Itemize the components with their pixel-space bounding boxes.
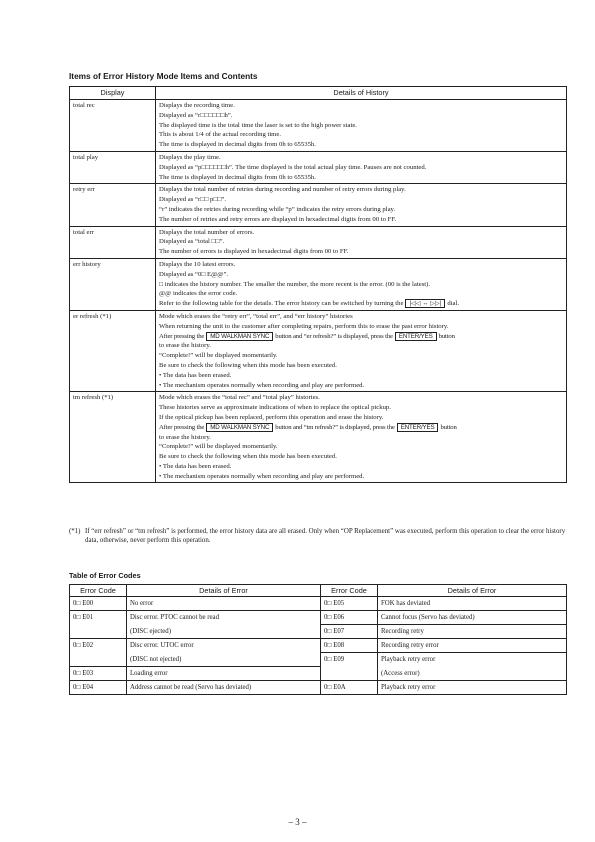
column-header-details: Details of Error xyxy=(378,585,567,597)
detail-cell: No error xyxy=(127,597,321,611)
table-row xyxy=(70,151,567,183)
details-cell xyxy=(156,151,567,183)
md-walkman-sync-key: MD WALKMAN SYNC xyxy=(206,423,273,432)
detail-cell xyxy=(378,653,567,681)
detail-line: This is about 1/4 of the actual recording time. xyxy=(159,131,282,139)
code-cell: 0□ E04 xyxy=(70,681,127,695)
detail-line xyxy=(159,299,563,309)
details-cell xyxy=(156,392,567,483)
detail-text: button and “tm refresh?” is displayed, press the xyxy=(275,423,395,431)
column-header-code: Error Code xyxy=(321,585,378,597)
detail-line: Disc error. UTOC error xyxy=(130,642,194,649)
detail-text: After pressing the xyxy=(159,423,205,431)
detail-cell: Cannot focus (Servo has deviated) xyxy=(378,611,567,625)
table-row xyxy=(70,258,567,310)
detail-line: • The mechanism operates normally when recording and play are performed. xyxy=(159,381,365,389)
code-cell: 0□ E01 xyxy=(70,611,127,639)
detail-cell: FOK has deviated xyxy=(378,597,567,611)
detail-line: to erase the history. xyxy=(159,342,211,350)
detail-line: (DISC ejected) xyxy=(130,628,171,635)
detail-line: The number of errors is displayed in hexadecimal digits from 00 to FF. xyxy=(159,248,349,256)
enter-yes-key: ENTER/YES xyxy=(397,423,439,432)
display-cell: er refresh (*1) xyxy=(70,310,156,391)
detail-line: Mode which erases the “total rec” and “total play” histories. xyxy=(159,394,320,402)
detail-text: dial. xyxy=(447,300,460,308)
code-cell: 0□ E02 xyxy=(70,639,127,667)
column-header-display: Display xyxy=(70,87,156,100)
detail-line: The time is displayed in decimal digits from 0h to 65535h. xyxy=(159,141,316,149)
detail-line: Mode which erases the “retry err”, “total err”, and “err history” histories xyxy=(159,312,353,320)
code-cell: 0□ E09 xyxy=(321,653,378,681)
details-cell xyxy=(156,258,567,310)
code-cell: 0□ E05 xyxy=(321,597,378,611)
display-cell: total rec xyxy=(70,100,156,152)
md-walkman-sync-key: MD WALKMAN SYNC xyxy=(206,332,273,341)
table-row xyxy=(70,611,567,625)
table-row xyxy=(70,681,567,695)
display-cell: total play xyxy=(70,151,156,183)
detail-line: • The data has been erased. xyxy=(159,371,232,379)
detail-cell xyxy=(127,611,321,639)
error-history-table xyxy=(69,86,567,483)
code-cell: 0□ E0A xyxy=(321,681,378,695)
detail-line: Displays the recording time. xyxy=(159,102,235,109)
detail-text: button xyxy=(438,332,455,340)
details-cell xyxy=(156,184,567,226)
display-cell: total err xyxy=(70,226,156,258)
detail-line: • The data has been erased. xyxy=(159,462,232,470)
code-cell: 0□ E00 xyxy=(70,597,127,611)
column-header-code: Error Code xyxy=(70,585,127,597)
detail-line: “Complete!” will be displayed momentarily. xyxy=(159,443,278,451)
details-cell xyxy=(156,310,567,391)
detail-line: Displays the total number of retries during recording and number of retry errors during play. xyxy=(159,186,406,194)
detail-text: Refer to the following table for the details. The error history can be switched by turning the xyxy=(159,300,404,308)
column-header-details: Details of Error xyxy=(127,585,321,597)
table-row xyxy=(70,392,567,483)
detail-text: button and “er refresh?” is displayed, press the xyxy=(275,332,393,340)
page-number: – 3 – xyxy=(288,817,307,827)
detail-line: The displayed time is the total time the laser is set to the high power state. xyxy=(159,121,357,129)
detail-cell: Recording retry error xyxy=(378,639,567,653)
table-header-row xyxy=(70,87,567,100)
display-cell: tm refresh (*1) xyxy=(70,392,156,483)
detail-line: to erase the history. xyxy=(159,433,211,441)
detail-line: If the optical pickup has been replaced, perform this operation and erase the history. xyxy=(159,413,384,421)
display-cell: retry err xyxy=(70,184,156,226)
detail-cell xyxy=(127,639,321,667)
detail-cell: Address cannot be read (Servo has deviated) xyxy=(127,681,321,695)
footnote xyxy=(69,527,569,546)
detail-line xyxy=(159,332,563,342)
detail-line: (DISC not ejected) xyxy=(130,656,182,663)
detail-line: Displays the total number of errors. xyxy=(159,228,255,236)
detail-line: • The mechanism operates normally when recording and play are performed. xyxy=(159,472,365,480)
enter-yes-key: ENTER/YES xyxy=(395,332,437,341)
table-row xyxy=(70,184,567,226)
error-codes-table xyxy=(69,584,567,695)
detail-line: These histories serve as approximate indications of when to replace the optical pickup. xyxy=(159,404,391,412)
detail-line: Displayed as “p□□□□□□h”. The time displayed is the total actual play time. Pauses are not counted. xyxy=(159,163,427,171)
detail-line: Displayed as “total □□”. xyxy=(159,238,225,246)
detail-line: (Access error) xyxy=(381,670,420,677)
display-cell: err history xyxy=(70,258,156,310)
detail-line: When returning the unit to the customer after completing repairs, perform this to erase the past error history. xyxy=(159,322,449,330)
code-cell: 0□ E08 xyxy=(321,639,378,653)
footnote-text: If “err refresh” or “tm refresh” is performed, the error history data are all erased. Only when “OP Replacement” was executed, perform this operation to clear the error history data, otherwise, never perform this operation. xyxy=(85,528,566,545)
detail-line: □ indicates the history number. The smaller the number, the more recent is the error. (00 is the latest). xyxy=(159,280,431,288)
detail-line: Playback retry error xyxy=(381,656,436,663)
code-cell: 0□ E06 xyxy=(321,611,378,625)
detail-line: The time is displayed in decimal digits from 0h to 65535h. xyxy=(159,173,316,181)
details-cell xyxy=(156,100,567,152)
detail-line: “r” indicates the retries during recording while “p” indicates the retry errors during play. xyxy=(159,205,396,213)
table-row xyxy=(70,597,567,611)
detail-line: Displays the 10 latest errors. xyxy=(159,260,236,268)
detail-line: Be sure to check the following when this mode has been executed. xyxy=(159,453,337,461)
detail-line: @@ indicates the error code. xyxy=(159,290,238,298)
detail-cell: Recording retry xyxy=(378,625,567,639)
footnote-mark: (*1) xyxy=(69,528,81,535)
code-cell: 0□ E07 xyxy=(321,625,378,639)
detail-line: Be sure to check the following when this mode has been executed. xyxy=(159,361,337,369)
history-section-title: Items of Error History Mode Items and Contents xyxy=(69,71,258,81)
table-row xyxy=(70,226,567,258)
codes-section-title: Table of Error Codes xyxy=(69,571,141,580)
detail-cell: Loading error xyxy=(127,667,321,681)
detail-line: The number of retries and retry errors are displayed in hexadecimal digits from 00 to FF. xyxy=(159,215,397,223)
detail-line: Displayed as “r□□ p□□”. xyxy=(159,196,227,204)
table-row xyxy=(70,639,567,653)
table-header-row xyxy=(70,585,567,597)
detail-line: “Complete!” will be displayed momentarily. xyxy=(159,352,278,360)
jog-dial-key: |◁◁ ↔ ▷▷| xyxy=(405,299,445,308)
detail-line: Displays the play time. xyxy=(159,153,221,161)
column-header-details: Details of History xyxy=(156,87,567,100)
detail-cell: Playback retry error xyxy=(378,681,567,695)
detail-line: Displayed as “0□ E@@”. xyxy=(159,270,229,278)
detail-line xyxy=(159,423,563,433)
detail-line: Disc error. PTOC cannot be read xyxy=(130,614,219,621)
code-cell: 0□ E03 xyxy=(70,667,127,681)
detail-line: Displayed as “r□□□□□□h”. xyxy=(159,111,233,119)
detail-text: After pressing the xyxy=(159,332,205,340)
table-row xyxy=(70,310,567,391)
details-cell xyxy=(156,226,567,258)
detail-text: button xyxy=(440,423,457,431)
table-row xyxy=(70,100,567,152)
